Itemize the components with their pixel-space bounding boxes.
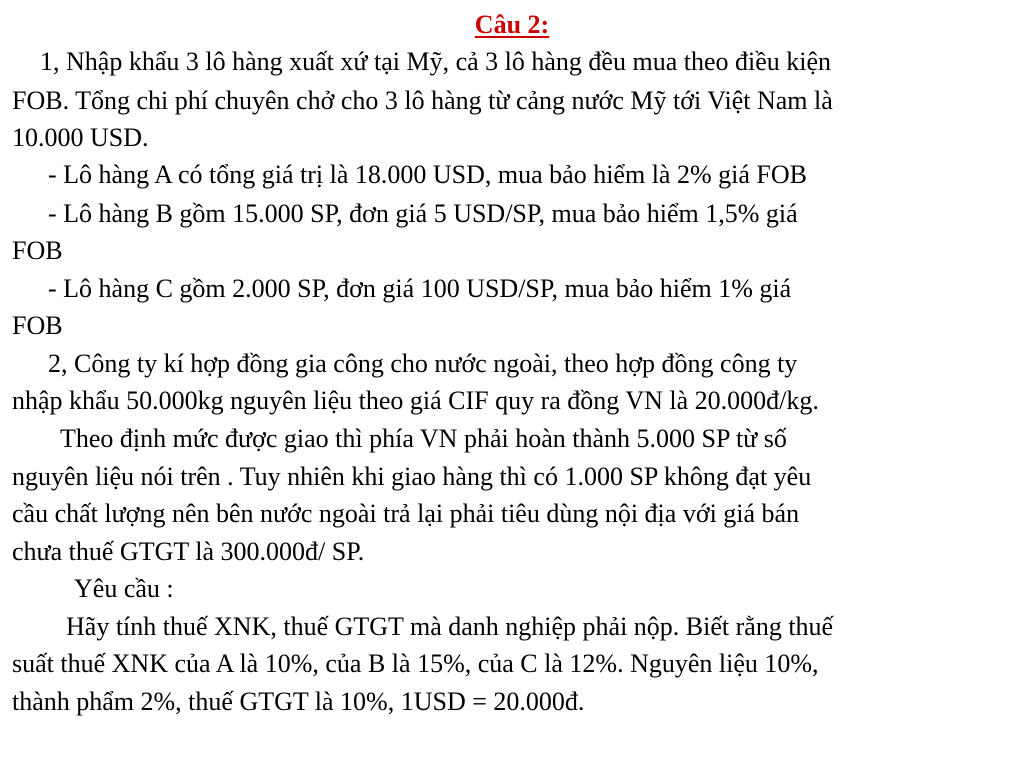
requirement-heading: Yêu cầu : xyxy=(74,574,174,603)
bullet-lot-a: - Lô hàng A có tổng giá trị là 18.000 USD, mua bảo hiểm là 2% giá FOB xyxy=(48,160,807,189)
text-line-13: cầu chất lượng nên bên nước ngoài trả lại phải tiêu dùng nội địa với giá bán xyxy=(12,499,800,528)
text-line-10: nhập khẩu 50.000kg nguyên liệu theo giá CIF quy ra đồng VN là 20.000đ/kg. xyxy=(12,386,819,415)
slide-title: Câu 2: xyxy=(474,10,550,39)
text-line-16: Hãy tính thuế XNK, thuế GTGT mà danh nghiệp phải nộp. Biết rằng thuế xyxy=(66,612,834,641)
text-line-2: FOB. Tổng chi phí chuyên chở cho 3 lô hàng từ cảng nước Mỹ tới Việt Nam là xyxy=(12,86,833,115)
text-line-1: 1, Nhập khẩu 3 lô hàng xuất xứ tại Mỹ, cả 3 lô hàng đều mua theo điều kiện xyxy=(40,47,832,76)
text-line-18: thành phẩm 2%, thuế GTGT là 10%, 1USD = 20.000đ. xyxy=(12,687,585,716)
text-line-9: 2, Công ty kí hợp đồng gia công cho nước ngoài, theo hợp đồng công ty xyxy=(48,349,798,378)
text-line-8: FOB xyxy=(12,311,63,340)
text-line-6: FOB xyxy=(12,236,63,265)
text-line-14: chưa thuế GTGT là 300.000đ/ SP. xyxy=(12,537,365,566)
bullet-lot-c: - Lô hàng C gồm 2.000 SP, đơn giá 100 USD/SP, mua bảo hiểm 1% giá xyxy=(48,274,792,303)
text-line-12: nguyên liệu nói trên . Tuy nhiên khi giao hàng thì có 1.000 SP không đạt yêu xyxy=(12,462,812,491)
text-line-11: Theo định mức được giao thì phía VN phải hoàn thành 5.000 SP từ số xyxy=(60,424,787,453)
bullet-lot-b: - Lô hàng B gồm 15.000 SP, đơn giá 5 USD/SP, mua bảo hiểm 1,5% giá xyxy=(48,199,798,228)
text-line-17: suất thuế XNK của A là 10%, của B là 15%, của C là 12%. Nguyên liệu 10%, xyxy=(12,649,819,678)
text-line-3: 10.000 USD. xyxy=(12,123,149,152)
